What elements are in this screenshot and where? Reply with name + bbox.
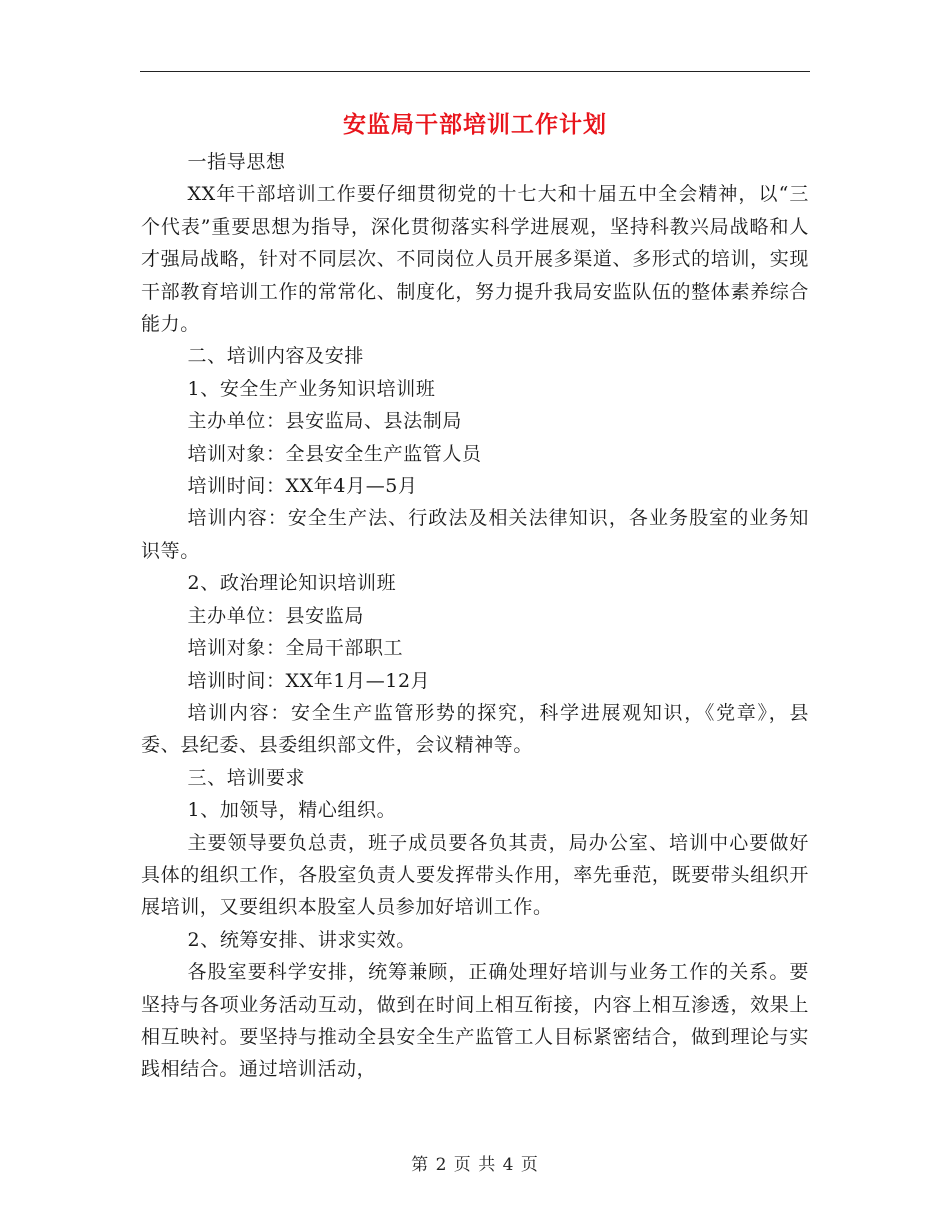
subsection-heading: 2、政治理论知识培训班 bbox=[187, 572, 397, 595]
paragraph: 主要领导要负总责，班子成员要各负其责，局办公室、培训中心要做好具体的组织工作，各股室负责人要发挥带头作用，率先垂范，既要带头组织开展培训，又要组织本股室人员参加好培训工作。 bbox=[141, 831, 809, 919]
paragraph: 各股室要科学安排，统筹兼顾，正确处理好培训与业务工作的关系。要坚持与各项业务活动互动，做到在时间上相互衔接，内容上相互渗透，效果上相互映衬。要坚持与推动全县安全生产监管工人目标紧密结合，做到理论与实践相结合。通过培训活动， bbox=[141, 961, 809, 1081]
document-title: 安监局干部培训工作计划 bbox=[343, 112, 607, 138]
detail-line: 主办单位：县安监局 bbox=[187, 604, 364, 627]
page-footer: 第 2 页 共 4 页 bbox=[411, 1155, 539, 1175]
detail-line: 培训时间：XX年1月—12月 bbox=[187, 669, 431, 692]
section-heading: 一指导思想 bbox=[187, 151, 286, 173]
subsection-heading: 1、安全生产业务知识培训班 bbox=[187, 377, 436, 400]
detail-line: 培训对象：全县安全生产监管人员 bbox=[187, 442, 482, 465]
document-body bbox=[141, 146, 809, 1086]
detail-line: 主办单位：县安监局、县法制局 bbox=[187, 410, 462, 433]
subsection-heading: 2、统筹安排、讲求实效。 bbox=[187, 928, 416, 951]
header-rule bbox=[140, 71, 810, 72]
paragraph: XX年干部培训工作要仔细贯彻党的十七大和十届五中全会精神，以“三个代表”重要思想为指导，深化贯彻落实科学进展观，坚持科教兴局战略和人才强局战略，针对不同层次、不同岗位人员开展多渠道、多形式的培训，实现干部教育培训工作的常常化、制度化，努力提升我局安监队伍的整体素养综合能力。 bbox=[141, 183, 809, 336]
section-heading: 三、培训要求 bbox=[187, 766, 306, 789]
detail-line: 培训对象：全局干部职工 bbox=[187, 637, 404, 660]
detail-line: 培训内容：安全生产法、行政法及相关法律知识，各业务股室的业务知识等。 bbox=[141, 507, 809, 562]
detail-line: 培训时间：XX年4月—5月 bbox=[187, 475, 418, 498]
section-heading: 二、培训内容及安排 bbox=[187, 345, 364, 368]
detail-line: 培训内容：安全生产监管形势的探究，科学进展观知识，《党章》，县委、县纪委、县委组织部文件，会议精神等。 bbox=[141, 701, 809, 757]
subsection-heading: 1、加领导，精心组织。 bbox=[187, 799, 397, 822]
